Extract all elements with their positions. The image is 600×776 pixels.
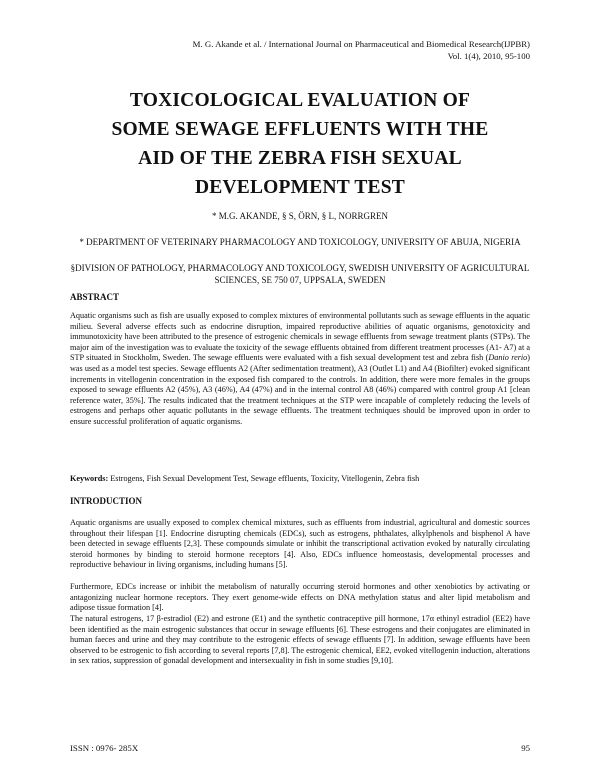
running-head-journal: M. G. Akande et al. / International Journal on Pharmaceutical and Biomedical Research(IJPBR) [192,39,530,49]
paper-title [60,86,540,202]
intro-paragraph-2: Furthermore, EDCs increase or inhibit the metabolism of naturally occurring steroid hormones and other xenobiotics by activating or antagonizing nuclear hormone receptors. They exert genome-wide effects on DNA methylation status and alter lipid metabolism and adipose tissue formation [4]. [70,582,530,613]
affiliation-1: * DEPARTMENT OF VETERINARY PHARMACOLOGY AND TOXICOLOGY, UNIVERSITY OF ABUJA, NIGERIA [79,237,521,247]
keywords-label: Keywords: [70,474,109,483]
introduction-heading: INTRODUCTION [70,496,143,506]
affiliation-2: §DIVISION OF PATHOLOGY, PHARMACOLOGY AND TOXICOLOGY, SWEDISH UNIVERSITY OF AGRICULTURAL SCIENCES, SE 750 07, UPPSALA, SWEDEN [70,263,530,285]
page-number: 95 [521,743,530,753]
title-line-3: AID OF THE ZEBRA FISH SEXUAL [138,148,462,169]
keywords-text: Estrogens, Fish Sexual Development Test, Sewage effluents, Toxicity, Vitellogenin, Zebra fish [108,474,420,483]
title-line-2: SOME SEWAGE EFFLUENTS WITH THE [111,119,489,140]
title-line-1: TOXICOLOGICAL EVALUATION OF [129,90,471,111]
intro-paragraph-3: The natural estrogens, 17 β-estradiol (E2) and estrone (E1) and the synthetic contraceptive pill hormone, 17α ethinyl estradiol (EE2) have been identified as the main estrogenic substances that occur in sewage effluents [6]. These estrogens and their conjugates are eliminated in human faeces and urine and they may contribute to the estrogenic effects of sewage effluents [7]. In addition, sewage effluents have been observed to be estrogenic to fish according to several reports [7,8]. The estrogenic chemical, EE2, evoked vitellogenin induction, alterations in sex ratios, suppression of gonadal development and intersexuality in fish in some studies [9,10]. [70,614,530,666]
abstract-text [70,311,530,428]
abstract-heading: ABSTRACT [70,292,120,302]
intro-paragraph-1: Aquatic organisms are usually exposed to complex chemical mixtures, such as effluents from industrial, agricultural and domestic sources throughout their lifespan [1]. Endocrine disrupting chemicals (EDCs), such as estrogens, phthalates, alkylphenols and bisphenol A have been detected in sewage effluents [2,3]. These compounds simulate or inhibit the transcriptional activation evoked by naturally circulating steroid hormones by binding to steroid hormone receptors [4]. Also, EDCs influence homeostasis, developmental processes and reproductive behaviour in living organisms, including humans [5]. [70,518,530,570]
running-head [70,38,530,62]
running-head-volume: Vol. 1(4), 2010, 95-100 [447,51,530,61]
species-name: Danio rerio [488,353,528,363]
title-line-4: DEVELOPMENT TEST [195,177,405,198]
author-list: * M.G. AKANDE, § S, ÖRN, § L, NORRGREN [211,211,388,221]
abstract-text-part-1: Aquatic organisms such as fish are usually exposed to complex mixtures of environmental pollutants such as sewage effluents in the aquatic milieu. Several adverse effects such as endocrine disruption, impaired reproductive abilities of aquatic organisms, genotoxicity and immunotoxicity have been attributed to the presence of estrogenic chemicals in sewage effluents from sewage treatment plants (STPs). The major aim of the investigation was to evaluate the toxicity of the sewage effluents obtained from different treatment processes (A1- A7) at a STP situated in Stockholm, Sweden. The sewage effluents were evaluated with a fish sexual development test and zebra fish ( [70,311,530,363]
keywords [70,474,530,485]
abstract-text-part-2: ) was used as a model test species. Sewage effluents A2 (After sedimentation treatment), A3 (Outlet L1) and A4 (Biofilter) evoked significant increments in vitellogenin concentration in the exposed fish compared to the controls. In addition, there were more females in the groups exposed to sewage effluents A2 (45%), A3 (46%), A4 (47%) and in the internal control A8 (46%) compared with control group A1 [clean reference water, 35%]. The results indicated that the treatment techniques at the STP were incapable of completely reducing the levels of estrogens and perhaps other aquatic pollutants in the sewage effluents. The treatment techniques should be improved upon in order to ensure successful proliferation of aquatic organisms. [70,353,530,426]
issn: ISSN : 0976- 285X [70,743,139,753]
